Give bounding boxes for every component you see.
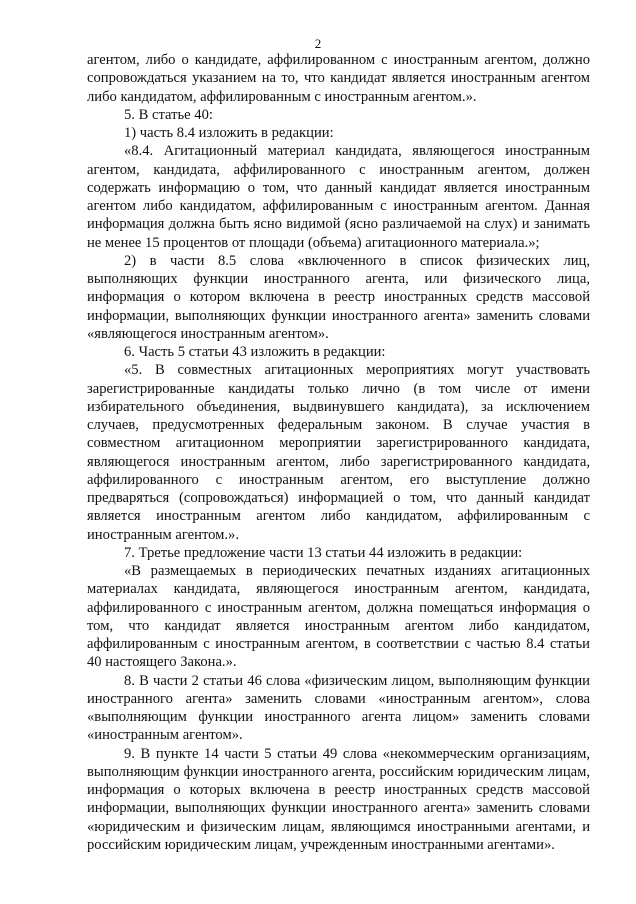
paragraph-quote-8-4: «8.4. Агитационный материал кандидата, являющегося иностранным агентом, кандидата, аффилированного с иностранным агентом, должен содержать информацию о том, что данный кандидат является иностранным агентом либо кандидатом, аффилированным с иностранным агентом. Данная информация должна быть ясно видимой (ясно различаемой на слух) и занимать не менее 15 процентов от площади (объема) агитационного материала.»; bbox=[87, 143, 590, 251]
paragraph-item-6: 6. Часть 5 статьи 43 изложить в редакции: bbox=[124, 344, 386, 360]
paragraph-item-8: 8. В части 2 статьи 46 слова «физическим лицом, выполняющим функции иностранного агента» заменить словами «иностранным агентом», слова «выполняющим функции иностранного агента лицом» заменить словами «иностранным агентом». bbox=[87, 672, 590, 744]
paragraph-quote-5: «5. В совместных агитационных мероприятиях могут участвовать зарегистрированные кандидаты только лично (в том числе от имени избирательного объединения, выдвинувшего кандидата), за исключением случаев, предусмотренных федеральным законом. В случае участия в совместном агитационном мероприятии зарегистрированного кандидата, являющегося иностранным агентом, либо зарегистрированного кандидата, аффилированного с иностранным агентом, его выступление должно предваряться (сопровождаться) информацией о том, что данный кандидат является иностранным агентом либо кандидатом, аффилированным с иностранным агентом.». bbox=[87, 362, 590, 543]
paragraph-quote-13: «В размещаемых в периодических печатных изданиях агитационных материалах кандидата, являющегося иностранным агентом, кандидата, аффилированного с иностранным агентом, должна помещаться информация о том, что кандидат является иностранным агентом либо кандидатом, аффилированным с иностранным агентом, в соответствии с частью 8.4 статьи 40 настоящего Закона.». bbox=[87, 563, 590, 671]
paragraph-subitem-1: 1) часть 8.4 изложить в редакции: bbox=[124, 125, 334, 141]
page-number: 2 bbox=[314, 36, 322, 51]
document-body bbox=[87, 51, 590, 854]
paragraph-item-5: 5. В статье 40: bbox=[124, 106, 213, 123]
paragraph-item-7: 7. Третье предложение части 13 статьи 44 изложить в редакции: bbox=[124, 544, 523, 561]
paragraph-continuation: агентом, либо о кандидате, аффилированном с иностранным агентом, должно сопровождаться указанием на то, что кандидат является иностранным агентом либо кандидатом, аффилированным с иностранным агентом.». bbox=[87, 52, 590, 105]
paragraph-item-9: 9. В пункте 14 части 5 статьи 49 слова «некоммерческим организациям, выполняющим функции иностранного агента, российским юридическим лицам, информация о которых включена в реестр иностранных средств массовой информации, выполняющих функции иностранного агента» заменить словами «юридическим и физическим лицам, являющимся иностранными агентами, и российским юридическим лицам, учрежденным иностранными агентами». bbox=[87, 745, 590, 853]
paragraph-subitem-2: 2) в части 8.5 слова «включенного в список физических лиц, выполняющих функции иностранного агента, или физического лица, информация о котором включена в реестр иностранных средств массовой информации, выполняющих функции иностранного агента» заменить словами «являющегося иностранным агентом». bbox=[87, 252, 590, 342]
